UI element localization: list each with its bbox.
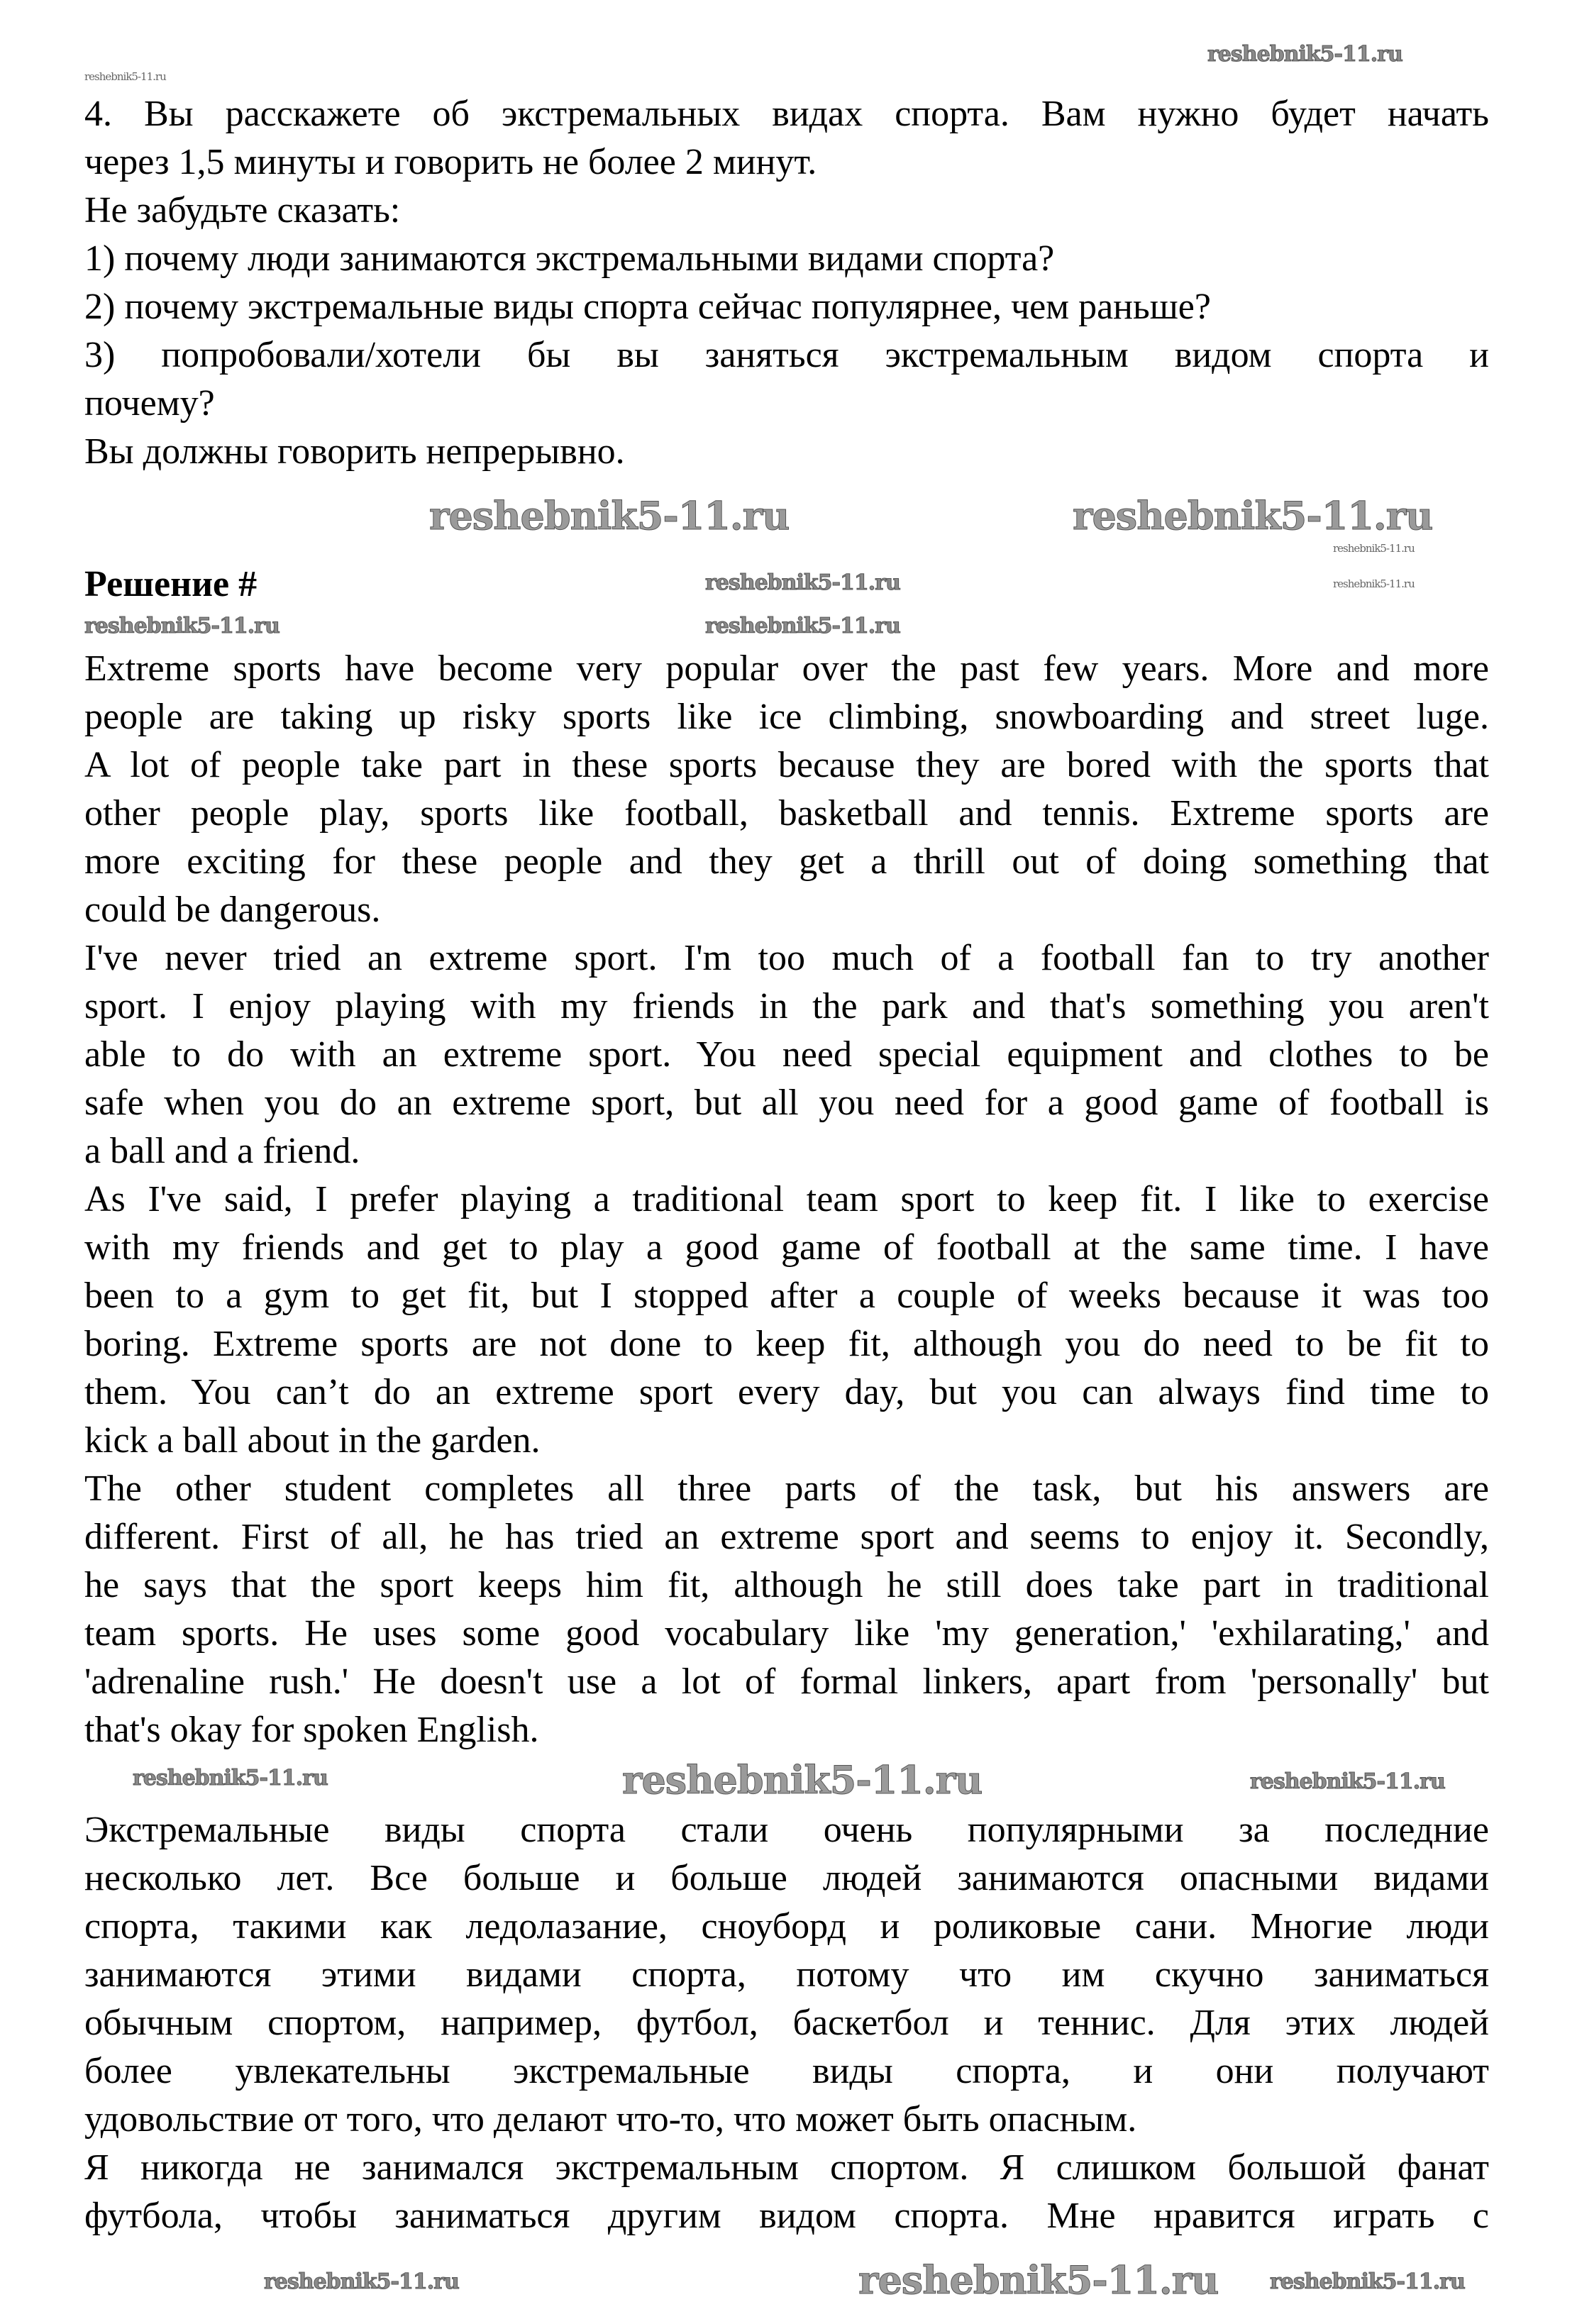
watermark: reshebnik5-11.ru [429, 493, 790, 538]
paragraph-line: he says that the sport keeps him fit, although he still does take part in traditional [84, 1565, 1489, 1605]
task-question [84, 90, 1489, 476]
paragraph-line: обычным спортом, например, футбол, баскетбол и теннис. Для этих людей [84, 2003, 1489, 2043]
question-line: 1) почему люди занимаются экстремальными видами спорта? [84, 238, 1055, 279]
paragraph-line: sport. I enjoy playing with my friends in the park and that's something you aren't [84, 986, 1489, 1027]
paragraph-line: 'adrenaline rush.' He doesn't use a lot of formal linkers, apart from 'personally' but [84, 1661, 1489, 1702]
answer-russian [84, 1806, 1489, 2240]
paragraph-line: able to do with an extreme sport. You need special equipment and clothes to be [84, 1034, 1489, 1075]
paragraph-line: Extreme sports have become very popular over the past few years. More and more [84, 648, 1489, 689]
watermark: reshebnik5-11.ru [133, 1766, 328, 1791]
paragraph-line: people are taking up risky sports like ice climbing, snowboarding and street luge. [84, 697, 1489, 737]
answer-english [84, 645, 1489, 1754]
paragraph-line: спорта, такими как ледолазание, сноуборд и роликовые сани. Многие люди [84, 1906, 1489, 1947]
paragraph-line: Экстремальные виды спорта стали очень популярными за последние [84, 1810, 1489, 1850]
paragraph-line: other people play, sports like football, basketball and tennis. Extreme sports are [84, 793, 1489, 834]
solution-heading: Решение # [84, 564, 258, 604]
watermark: reshebnik5-11.ru [622, 1757, 983, 1803]
watermark: reshebnik5-11.ru [1270, 2269, 1465, 2294]
question-line: через 1,5 минуты и говорить не более 2 минут. [84, 142, 817, 182]
question-line: Вы должны говорить непрерывно. [84, 431, 625, 472]
paragraph-line: Я никогда не занимался экстремальным спортом. Я слишком большой фанат [84, 2147, 1489, 2188]
watermark: reshebnik5-11.ru [84, 70, 166, 83]
watermark: reshebnik5-11.ru [1250, 1769, 1445, 1794]
paragraph-line: different. First of all, he has tried an extreme sport and seems to enjoy it. Secondly, [84, 1517, 1489, 1557]
question-line: 4. Вы расскажете об экстремальных видах спорта. Вам нужно будет начать [84, 94, 1489, 134]
paragraph-line: them. You can’t do an extreme sport every day, but you can always find time to [84, 1372, 1489, 1412]
watermark: reshebnik5-11.ru [1333, 542, 1415, 555]
watermark: reshebnik5-11.ru [264, 2269, 459, 2294]
paragraph-line: удовольствие от того, что делают что-то, что может быть опасным. [84, 2099, 1137, 2140]
paragraph-line: A lot of people take part in these sports because they are bored with the sports that [84, 745, 1489, 785]
watermark: reshebnik5-11.ru [705, 570, 900, 595]
question-line: 2) почему экстремальные виды спорта сейчас популярнее, чем раньше? [84, 287, 1211, 327]
question-line: 3) попробовали/хотели бы вы заняться экстремальным видом спорта и [84, 335, 1489, 375]
paragraph-line: I've never tried an extreme sport. I'm too much of a football fan to try another [84, 938, 1489, 978]
watermark: reshebnik5-11.ru [1073, 493, 1433, 538]
watermark: reshebnik5-11.ru [705, 614, 900, 638]
paragraph-line: занимаются этими видами спорта, потому что им скучно заниматься [84, 1954, 1489, 1995]
watermark: reshebnik5-11.ru [858, 2257, 1219, 2303]
paragraph-line: более увлекательны экстремальные виды спорта, и они получают [84, 2051, 1489, 2091]
watermark: reshebnik5-11.ru [1333, 577, 1415, 590]
watermark: reshebnik5-11.ru [84, 614, 280, 638]
watermark: reshebnik5-11.ru [1207, 42, 1402, 67]
paragraph-line: team sports. He uses some good vocabulary like 'my generation,' 'exhilarating,' and [84, 1613, 1489, 1654]
paragraph-line: несколько лет. Все больше и больше людей занимаются опасными видами [84, 1858, 1489, 1898]
paragraph-line: a ball and a friend. [84, 1131, 360, 1171]
paragraph-line: As I've said, I prefer playing a traditional team sport to keep fit. I like to exercise [84, 1179, 1489, 1219]
question-line: Не забудьте сказать: [84, 190, 401, 231]
paragraph-line: with my friends and get to play a good game of football at the same time. I have [84, 1227, 1489, 1268]
paragraph-line: boring. Extreme sports are not done to keep fit, although you do need to be fit to [84, 1324, 1489, 1364]
paragraph-line: kick a ball about in the garden. [84, 1420, 541, 1461]
question-line: почему? [84, 383, 215, 424]
paragraph-line: safe when you do an extreme sport, but all you need for a good game of football is [84, 1083, 1489, 1123]
paragraph-line: been to a gym to get fit, but I stopped after a couple of weeks because it was too [84, 1276, 1489, 1316]
paragraph-line: more exciting for these people and they get a thrill out of doing something that [84, 841, 1489, 882]
paragraph-line: футбола, чтобы заниматься другим видом спорта. Мне нравится играть с [84, 2196, 1489, 2236]
paragraph-line: The other student completes all three parts of the task, but his answers are [84, 1468, 1489, 1509]
paragraph-line: that's okay for spoken English. [84, 1710, 539, 1750]
paragraph-line: could be dangerous. [84, 890, 381, 930]
